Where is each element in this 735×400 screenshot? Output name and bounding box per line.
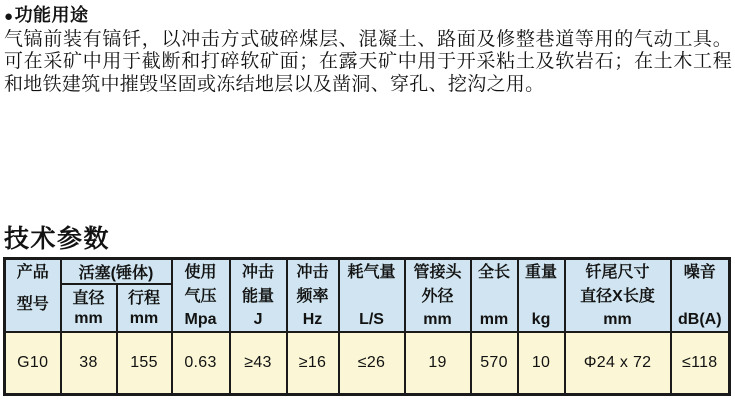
cell-product-model: G10 — [5, 332, 61, 394]
col-header-weight: 重量 kg — [518, 259, 565, 333]
cell-air-consumption: ≤26 — [339, 332, 405, 394]
cell-pipe-connector-od: 19 — [405, 332, 471, 394]
col-header-air-consumption: 耗气量 L/S — [339, 259, 405, 333]
spec-section — [3, 225, 731, 396]
function-section — [4, 4, 732, 96]
cell-total-length: 570 — [471, 332, 518, 394]
function-section-title-text: 功能用途 — [14, 5, 89, 25]
function-description: 气镐前装有镐钎，以冲击方式破碎煤层、混凝土、路面及修整巷道等用的气动工具。可在采矿中用于截断和打碎软矿面；在露天矿中用于开采粘土及软岩石；在土木工程和地铁建筑中摧毁坚固或冻结地层以及凿洞、穿孔、挖沟之用。 — [4, 29, 732, 95]
cell-piston-diameter: 38 — [61, 332, 117, 394]
col-header-product-model: 产品 型号 — [5, 259, 61, 333]
col-header-impact-frequency: 冲击 频率 Hz — [287, 259, 339, 333]
cell-noise: ≤118 — [671, 332, 730, 394]
cell-shank-size: Φ24 x 72 — [565, 332, 671, 394]
function-section-title — [4, 4, 732, 28]
col-header-noise: 噪音 dB(A) — [671, 259, 730, 333]
spec-section-title: 技术参数 — [4, 225, 111, 253]
col-header-piston-diameter: 直径 mm — [61, 284, 117, 332]
col-header-shank-size: 钎尾尺寸 直径X长度 mm — [565, 259, 671, 333]
col-header-piston-stroke: 行程 mm — [117, 284, 172, 332]
cell-piston-stroke: 155 — [117, 332, 172, 394]
cell-impact-frequency: ≥16 — [287, 332, 339, 394]
spec-table — [3, 257, 731, 396]
spec-data-row — [5, 332, 730, 394]
col-header-impact-energy: 冲击 能量 J — [230, 259, 287, 333]
bullet-icon: ● — [4, 8, 14, 25]
header-row-top — [5, 259, 730, 285]
cell-weight: 10 — [518, 332, 565, 394]
col-header-piston-group: 活塞(锤体) — [61, 259, 172, 285]
cell-working-pressure: 0.63 — [172, 332, 230, 394]
col-header-pipe-connector-od: 管接头 外径 mm — [405, 259, 471, 333]
col-header-total-length: 全长 mm — [471, 259, 518, 333]
cell-impact-energy: ≥43 — [230, 332, 287, 394]
col-header-working-pressure: 使用 气压 Mpa — [172, 259, 230, 333]
